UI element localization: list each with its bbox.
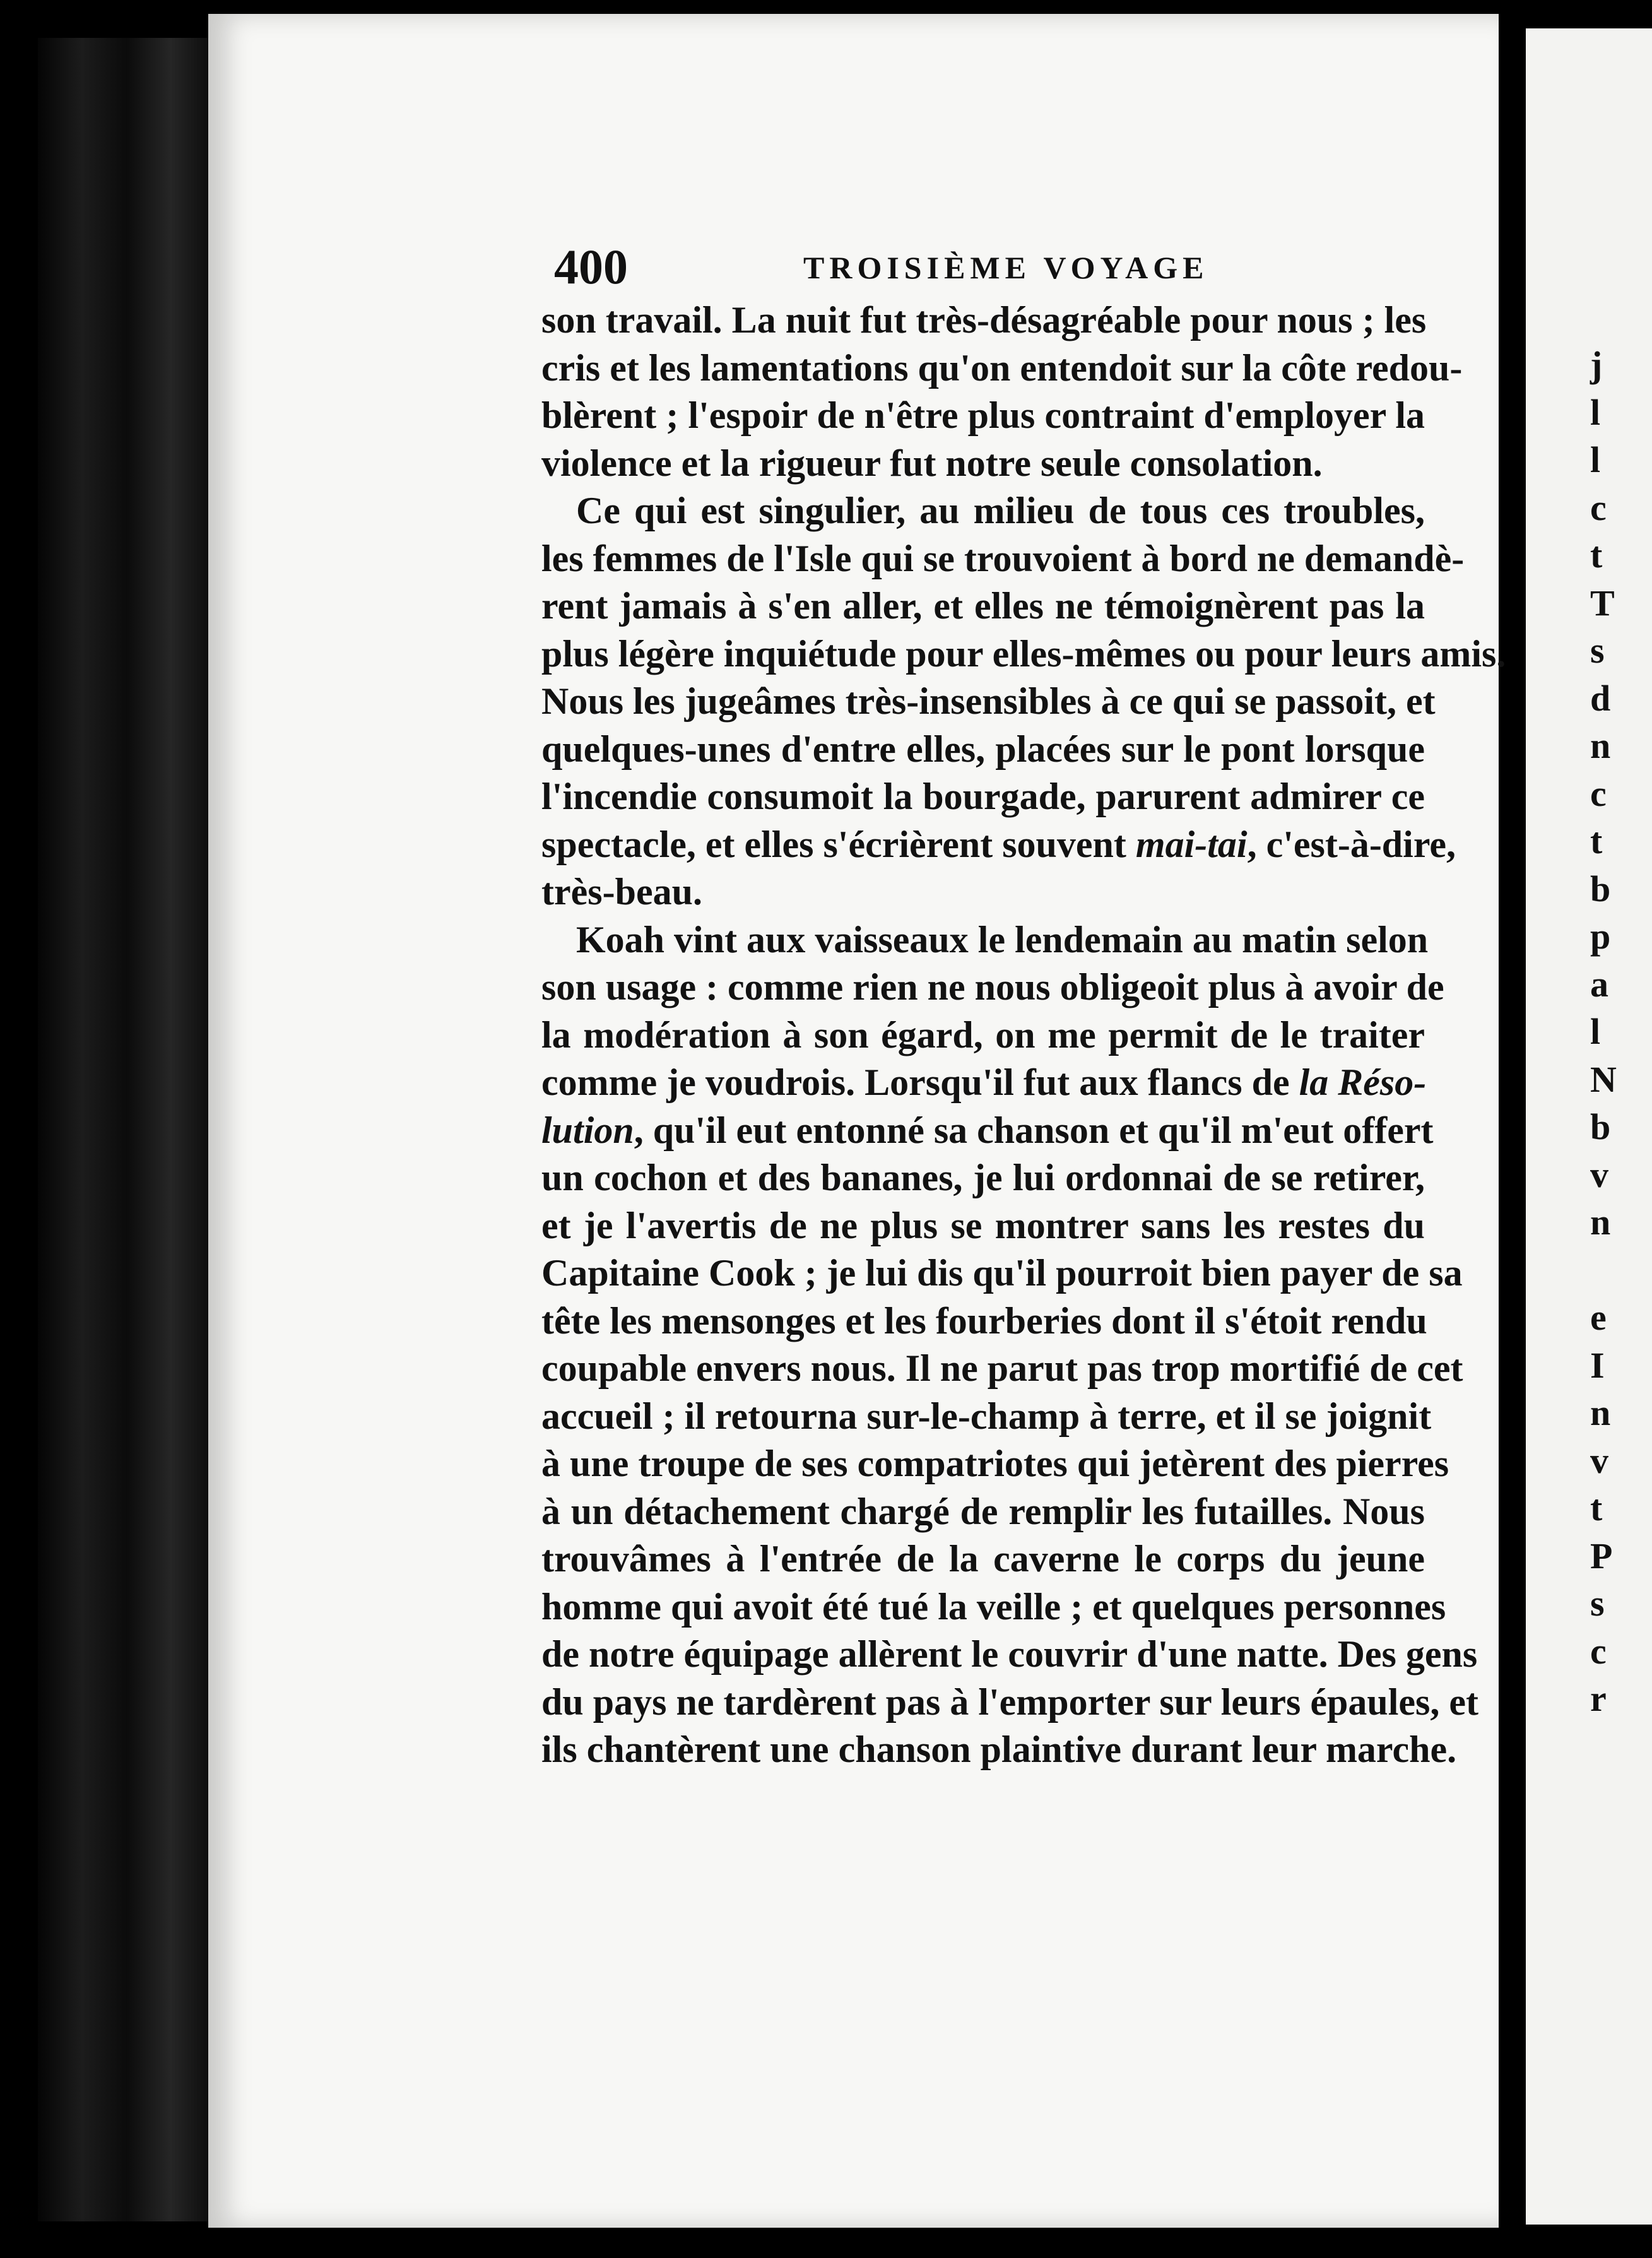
text-line: son usage : comme rien ne nous obligeoit plus à avoir de — [541, 966, 1444, 1008]
fragment-letter: c — [1590, 487, 1607, 528]
fragment-letter: v — [1590, 1154, 1608, 1195]
running-header — [554, 237, 1425, 297]
fragment-letter: l — [1590, 439, 1601, 480]
fragment-letter: p — [1590, 916, 1611, 957]
text-line: Capitaine Cook ; je lui dis qu'il pourroit bien payer de sa — [541, 1252, 1463, 1294]
text-line — [541, 1059, 1425, 1107]
italic-ship-name: lution — [541, 1109, 634, 1151]
text-line: à un détachement chargé de remplir les futailles. Nous — [541, 1490, 1425, 1532]
fragment-letter: l — [1590, 1011, 1601, 1052]
fragment-letter: s — [1590, 1583, 1605, 1624]
fragment-letter — [1590, 1246, 1613, 1294]
text-line: la modération à son égard, on me permit de le traiter — [541, 1014, 1425, 1056]
fragment-letter: n — [1590, 1392, 1611, 1433]
fragment-letter: t — [1590, 820, 1603, 861]
paragraph-start-line: Ce qui est singulier, au milieu de tous ces troubles, — [576, 490, 1425, 531]
fragment-letter: v — [1590, 1439, 1608, 1481]
fragment-letter: l — [1590, 391, 1601, 433]
italic-word: mai-tai — [1135, 823, 1248, 865]
text-line: coupable envers nous. Il ne parut pas trop mortifié de cet — [541, 1347, 1463, 1389]
fragment-letter: a — [1590, 963, 1608, 1005]
text-line: tête les mensonges et les fourberies dont il s'étoit rendu — [541, 1299, 1427, 1342]
fragment-letter: j — [1590, 344, 1603, 385]
fragment-letter: n — [1590, 1202, 1611, 1243]
fragment-letter: c — [1590, 1630, 1607, 1672]
text-line: et je l'avertis de ne plus se montrer sans les restes du — [541, 1204, 1425, 1246]
fragment-letter: n — [1590, 725, 1611, 766]
text-line: l'incendie consumoit la bourgade, parurent admirer ce — [541, 776, 1425, 817]
text-line: à une troupe de ses compatriotes qui jetèrent des pierres — [541, 1443, 1449, 1484]
fragment-letter: d — [1590, 677, 1611, 719]
text-line: trouvâmes à l'entrée de la caverne le corps du jeune — [541, 1538, 1425, 1580]
italic-ship-name: la Réso- — [1299, 1061, 1427, 1103]
text-line: accueil ; il retourna sur-le-champ à terre, et il se joignit — [541, 1395, 1432, 1437]
fragment-letter: c — [1590, 772, 1607, 814]
facing-page-edge — [1526, 28, 1652, 2225]
running-title: TROISIÈME VOYAGE — [803, 250, 1209, 285]
text-line: rent jamais à s'en aller, et elles ne témoignèrent pas la — [541, 585, 1425, 627]
text-line: son travail. La nuit fut très-désagréable pour nous ; les — [541, 299, 1427, 341]
text-line: de notre équipage allèrent le couvrir d'une natte. Des gens — [541, 1633, 1478, 1675]
body-text — [541, 297, 1506, 1774]
fragment-letter: b — [1590, 868, 1611, 909]
text-segment: comme je voudrois. Lorsqu'il fut aux flancs de — [541, 1061, 1290, 1103]
text-segment: spectacle, et elles s'écrièrent souvent — [541, 823, 1126, 865]
fragment-letter: e — [1590, 1297, 1607, 1338]
fragment-letter: N — [1590, 1058, 1617, 1100]
text-segment: , qu'il eut entonné sa chanson et qu'il m'eut offert — [634, 1109, 1434, 1151]
fragment-letter: r — [1590, 1678, 1607, 1719]
text-line — [541, 1107, 1434, 1155]
text-line: un cochon et des bananes, je lui ordonnai de se retirer, — [541, 1157, 1425, 1198]
paragraph-start-line: Koah vint aux vaisseaux le lendemain au matin selon — [576, 918, 1429, 961]
text-line: plus légère inquiétude pour elles-mêmes ou pour leurs amis. — [541, 632, 1506, 675]
fragment-letter: T — [1590, 582, 1615, 624]
text-line: homme qui avoit été tué la veille ; et quelques personnes — [541, 1585, 1446, 1628]
text-line: cris et les lamentations qu'on entendoit sur la côte redou- — [541, 346, 1463, 389]
italic-line: très-beau. — [541, 871, 702, 913]
fragment-letter: t — [1590, 535, 1603, 576]
text-line — [541, 821, 1456, 869]
fragment-letter: I — [1590, 1344, 1605, 1386]
fragment-letter: t — [1590, 1487, 1603, 1528]
text-line: les femmes de l'Isle qui se trouvoient à bord ne demandè- — [541, 537, 1465, 579]
text-line: du pays ne tardèrent pas à l'emporter sur leurs épaules, et — [541, 1681, 1478, 1723]
fragment-letter: P — [1590, 1535, 1613, 1576]
text-line: quelques-unes d'entre elles, placées sur le pont lorsque — [541, 728, 1425, 770]
page-number: 400 — [554, 239, 628, 294]
text-line: violence et la rigueur fut notre seule consolation. — [541, 442, 1323, 484]
text-segment: , c'est-à-dire, — [1247, 823, 1456, 865]
book-spine — [38, 38, 215, 2221]
fragment-letter: b — [1590, 1106, 1611, 1147]
text-line: Nous les jugeâmes très-insensibles à ce qui se passoit, et — [541, 680, 1436, 722]
fragment-letter: s — [1590, 630, 1605, 671]
facing-page-text-fragments — [1590, 341, 1617, 1723]
text-line: blèrent ; l'espoir de n'être plus contraint d'employer la — [541, 394, 1425, 436]
text-line: ils chantèrent une chanson plaintive durant leur marche. — [541, 1729, 1457, 1770]
